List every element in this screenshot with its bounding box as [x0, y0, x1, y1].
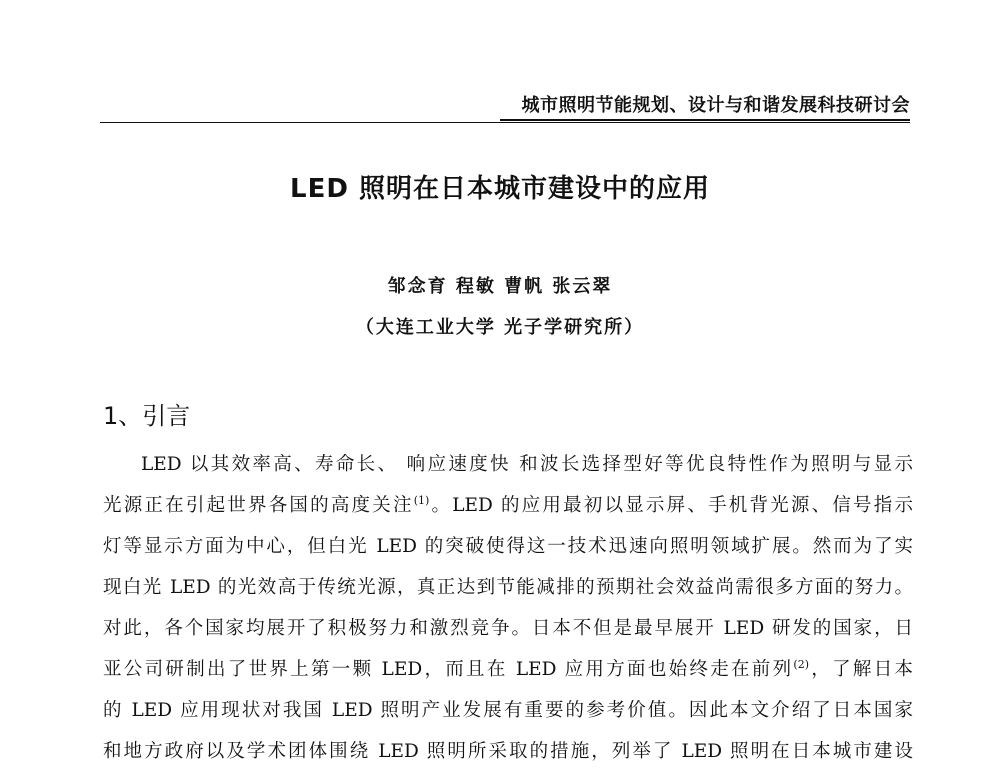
citation-ref-2[interactable]: (2) — [793, 657, 809, 671]
paragraph-line — [103, 649, 913, 690]
running-header-title: 城市照明节能规划、设计与和谐发展科技研讨会 — [521, 95, 910, 116]
paragraph-line: 的 LED 应用现状对我国 LED 照明产业发展有重要的参考价值。因此本文介绍了日本国家 — [103, 700, 913, 721]
paragraph-line — [103, 485, 913, 526]
paragraph-text: ，了解日本 — [809, 659, 913, 680]
paper-title: LED 照明在日本城市建设中的应用 — [290, 174, 710, 204]
paper-authors: 邹念育 程敏 曹帆 张云翠 — [387, 276, 613, 297]
citation-ref-1[interactable]: (1) — [413, 493, 430, 507]
paragraph-text: 亚公司研制出了世界上第一颗 LED，而且在 LED 应用方面也始终走在前列 — [103, 659, 794, 680]
paragraph-text: 。LED 的应用最初以显示屏、手机背光源、信号指示 — [429, 495, 913, 516]
paragraph-line: 和地方政府以及学术团体围绕 LED 照明所采取的措施，列举了 LED 照明在日本城市建设 — [103, 741, 913, 762]
header-rule-thick — [500, 119, 910, 121]
paragraph-line: 对此，各个国家均展开了积极努力和激烈竞争。日本不但是最早展开 LED 研发的国家，日 — [103, 618, 913, 639]
section-heading-introduction: 1、引言 — [103, 402, 191, 430]
body-paragraph — [103, 444, 913, 772]
paragraph-line: 灯等显示方面为中心，但白光 LED 的突破使得这一技术迅速向照明领域扩展。然而为了实 — [103, 536, 913, 557]
paragraph-line: 现白光 LED 的光效高于传统光源，真正达到节能减排的预期社会效益尚需很多方面的努力。 — [103, 577, 913, 598]
paragraph-line: LED 以其效率高、寿命长、 响应速度快 和波长选择型好等优良特性作为照明与显示 — [141, 454, 913, 475]
header-rule — [100, 122, 910, 123]
paragraph-text: 光源正在引起世界各国的高度关注 — [103, 495, 414, 516]
running-header — [0, 0, 1000, 130]
paper-affiliation: （大连工业大学 光子学研究所） — [355, 317, 645, 338]
